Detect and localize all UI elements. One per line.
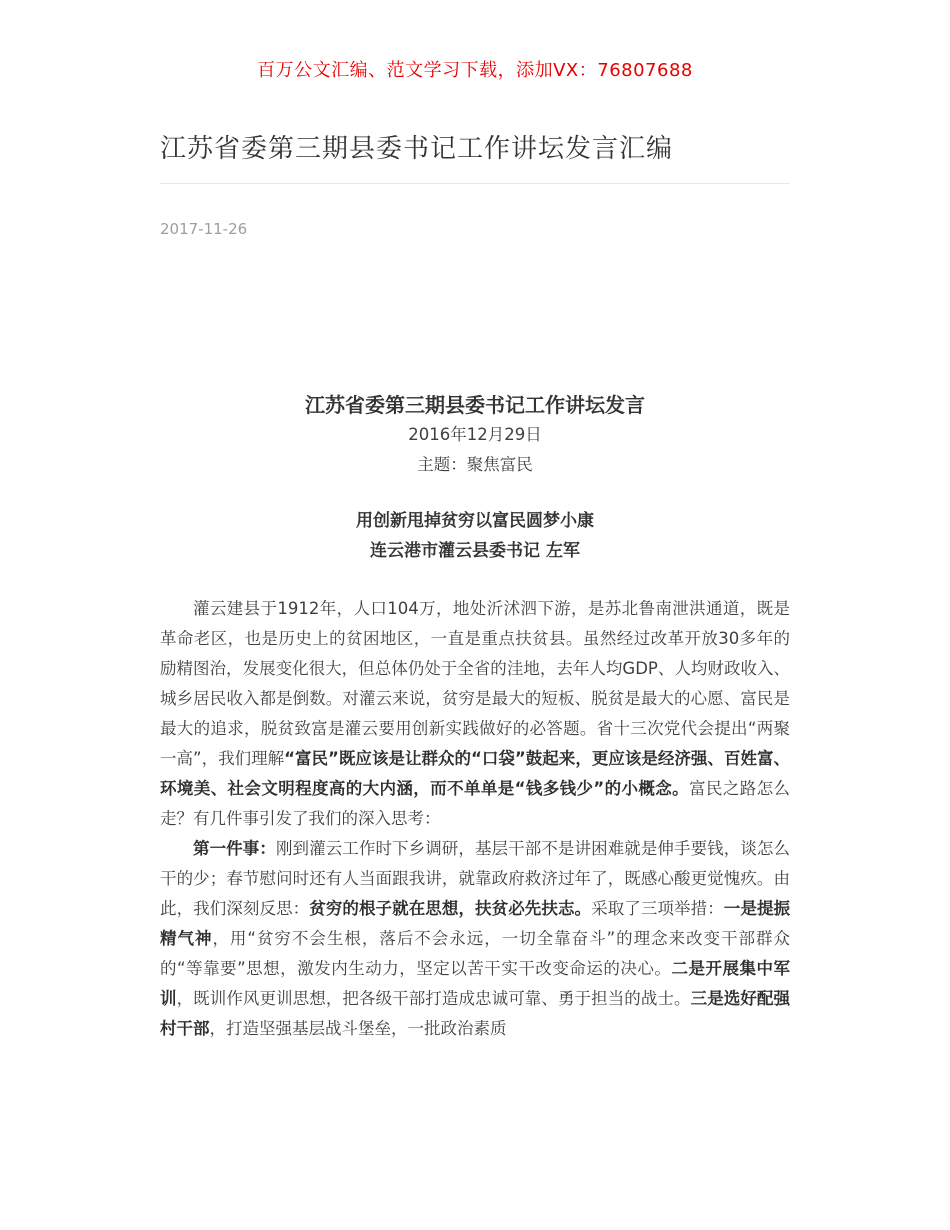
paragraph-bold-segment: 贫穷的根子就在思想，扶贫必先扶志。 bbox=[309, 899, 592, 919]
paragraph-bold-segment: 三是选好配强村干部 bbox=[160, 989, 791, 1039]
paragraph-bold-segment: “富民”既应该是让群众的“口袋”鼓起来，更应该是经济强、百姓富、环境美、社会文明程度高的大内涵，而不单单是“钱多钱少”的小概念。 bbox=[160, 749, 790, 799]
page-title: 江苏省委第三期县委书记工作讲坛发言汇编 bbox=[160, 134, 674, 164]
article-body bbox=[160, 594, 790, 1044]
paragraph-bold-segment: 一是提振精气神 bbox=[160, 899, 791, 949]
article-title: 江苏省委第三期县委书记工作讲坛发言 bbox=[305, 393, 645, 418]
paragraph bbox=[160, 594, 790, 834]
publish-date: 2017-11-26 bbox=[160, 220, 248, 239]
paragraph-segment: 富民之路怎么走？有几件事引发了我们的深入思考： bbox=[160, 779, 790, 829]
paragraph-segment: 采取了三项举措： bbox=[591, 899, 724, 919]
speech-author: 连云港市灌云县委书记 左军 bbox=[370, 541, 580, 562]
paragraph bbox=[160, 834, 790, 1044]
paragraph-segment: ，既训作风更训思想，把各级干部打造成忠诚可靠、勇于担当的战士。 bbox=[176, 989, 691, 1009]
paragraph-segment: ，用“贫穷不会生根，落后不会永远，一切全靠奋斗”的理念来改变干部群众的“等靠要”思想，激发内生动力，坚定以苦干实干改变命运的决心。 bbox=[160, 929, 790, 979]
paragraph-bold-segment: 二是开展集中军训 bbox=[160, 959, 791, 1009]
paragraph-segment: 灌云建县于1912年，人口104万，地处沂沭泗下游，是苏北鲁南泄洪通道，既是革命老区，也是历史上的贫困地区，一直是重点扶贫县。虽然经过改革开放30多年的励精图治，发展变化很大，但总体仍处于全省的洼地，去年人均GDP、人均财政收入、城乡居民收入都是倒数。对灌云来说，贫穷是最大的短板、脱贫是最大的心愿、富民是最大的追求，脱贫致富是灌云要用创新实践做好的必答题。省十三次党代会提出“两聚一高”，我们理解 bbox=[160, 599, 790, 769]
promo-banner: 百万公文汇编、范文学习下载，添加VX：76807688 bbox=[257, 60, 693, 81]
paragraph-segment: 刚到灌云工作时下乡调研，基层干部不是讲困难就是伸手要钱，谈怎么干的少；春节慰问时还有人当面跟我讲，就靠政府救济过年了，既感心酸更觉愧疚。由此，我们深刻反思： bbox=[160, 839, 791, 919]
paragraph-bold-segment: 第一件事： bbox=[193, 839, 276, 859]
paragraph-segment: ，打造坚强基层战斗堡垒，一批政治素质 bbox=[209, 1019, 507, 1039]
title-divider bbox=[160, 183, 790, 184]
article-date-line: 2016年12月29日 bbox=[408, 425, 542, 445]
content-area bbox=[0, 132, 950, 1044]
article-topic-line: 主题：聚焦富民 bbox=[417, 455, 533, 475]
article bbox=[160, 390, 790, 1044]
speech-title: 用创新甩掉贫穷以富民圆梦小康 bbox=[356, 511, 594, 532]
